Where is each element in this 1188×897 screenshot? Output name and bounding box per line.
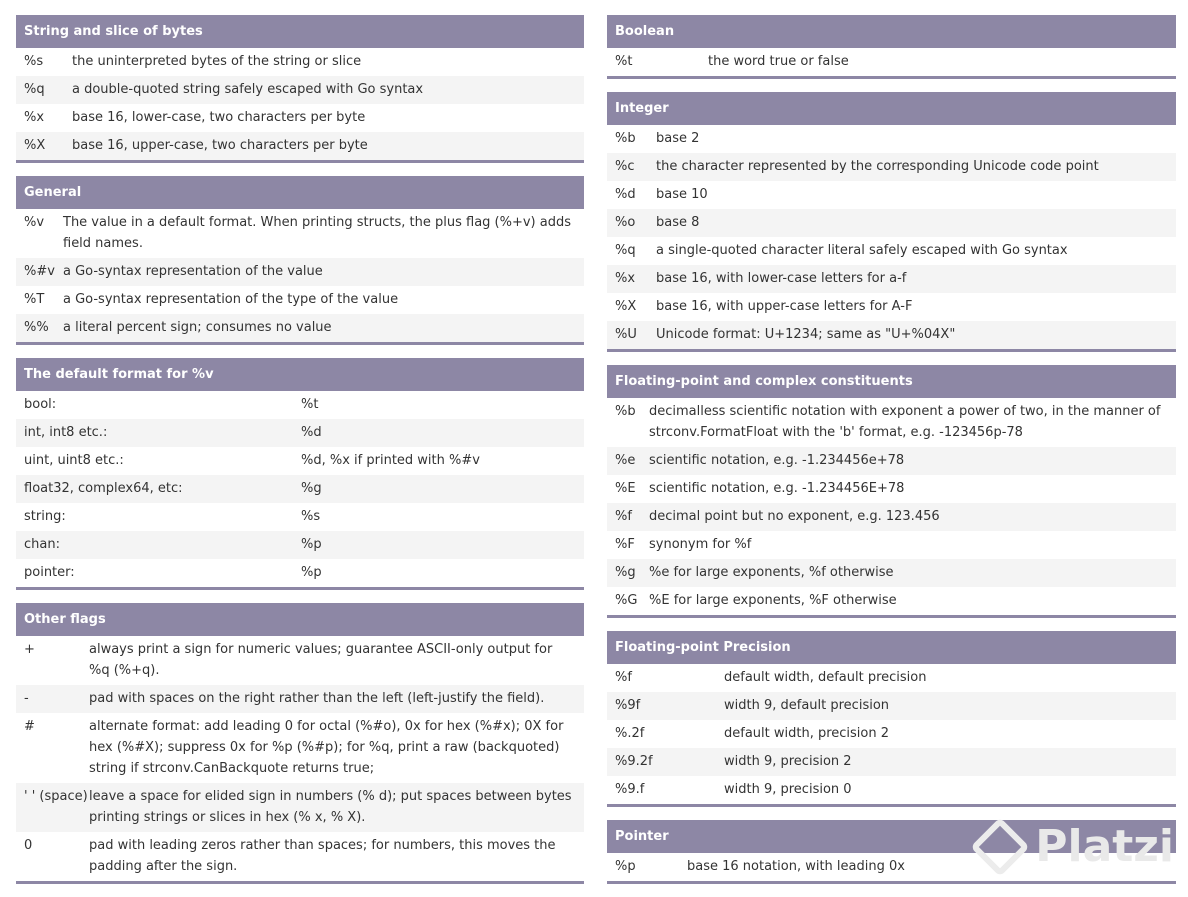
table-row xyxy=(607,181,1176,209)
verb-key: chan: xyxy=(24,537,60,552)
section-header: Pointer xyxy=(607,820,1176,853)
watermark-text: Platzi xyxy=(1035,821,1174,872)
verb-description: leave a space for elided sign in numbers (% d); put spaces between bytes printing strings or slices in hex (% x, % X). xyxy=(89,789,572,825)
table-row xyxy=(607,692,1176,720)
section-rows xyxy=(607,853,1176,881)
verb-key: %f xyxy=(615,509,632,524)
verb-key: %% xyxy=(24,320,49,335)
verb-description: default width, precision 2 xyxy=(724,726,890,741)
table-row xyxy=(16,559,584,587)
verb-description: pad with spaces on the right rather than the left (left-justify the field). xyxy=(89,691,545,706)
verb-key: string: xyxy=(24,509,66,524)
table-row xyxy=(16,391,584,419)
verb-description: width 9, precision 2 xyxy=(724,754,852,769)
section-other-flags xyxy=(16,603,584,884)
table-row xyxy=(607,503,1176,531)
section-boolean xyxy=(607,15,1176,79)
verb-description: scientific notation, e.g. -1.234456e+78 xyxy=(649,453,905,468)
section-rows xyxy=(16,48,584,160)
section-rows xyxy=(16,391,584,587)
table-row xyxy=(607,265,1176,293)
table-row xyxy=(16,713,584,783)
verb-key: %U xyxy=(615,327,637,342)
verb-key: %o xyxy=(615,215,636,230)
table-row xyxy=(16,783,584,832)
verb-description: %d xyxy=(301,425,322,440)
section-floating-point-and-complex-constituents xyxy=(607,365,1176,618)
verb-key: float32, complex64, etc: xyxy=(24,481,183,496)
section-header: Floating-point and complex constituents xyxy=(607,365,1176,398)
verb-description: %t xyxy=(301,397,319,412)
verb-description: a single-quoted character literal safely escaped with Go syntax xyxy=(656,243,1068,258)
section-string-and-slice-of-bytes xyxy=(16,15,584,163)
table-row xyxy=(607,153,1176,181)
verb-key: %t xyxy=(615,54,633,69)
table-row xyxy=(16,286,584,314)
table-row xyxy=(607,853,1176,881)
verb-description: base 8 xyxy=(656,215,700,230)
verb-description: a Go-syntax representation of the type of the value xyxy=(63,292,399,307)
section-rows xyxy=(607,398,1176,615)
section-rows xyxy=(16,636,584,881)
verb-key: %#v xyxy=(24,264,55,279)
verb-key: %x xyxy=(24,110,45,125)
table-row xyxy=(607,447,1176,475)
table-row xyxy=(607,321,1176,349)
section-header: General xyxy=(16,176,584,209)
section-floating-point-precision xyxy=(607,631,1176,807)
verb-key: ' ' (space) xyxy=(24,789,88,804)
verb-key: %T xyxy=(24,292,45,307)
verb-key: %G xyxy=(615,593,638,608)
verb-key: %e xyxy=(615,453,636,468)
table-row xyxy=(607,475,1176,503)
verb-key: %x xyxy=(615,271,636,286)
verb-description: decimalless scientific notation with exponent a power of two, in the manner of strconv.FormatFloat with the 'b' format, e.g. -123456p-78 xyxy=(649,404,1161,440)
section-header: Integer xyxy=(607,92,1176,125)
verb-key: %E xyxy=(615,481,636,496)
section-header: Floating-point Precision xyxy=(607,631,1176,664)
table-row xyxy=(607,748,1176,776)
table-row xyxy=(607,531,1176,559)
verb-key: %p xyxy=(615,859,636,874)
right-column xyxy=(607,15,1176,897)
table-row xyxy=(607,720,1176,748)
table-row xyxy=(607,776,1176,804)
section-pointer xyxy=(607,820,1176,884)
section-header: The default format for %v xyxy=(16,358,584,391)
verb-key: # xyxy=(24,719,35,734)
verb-description: a Go-syntax representation of the value xyxy=(63,264,323,279)
verb-key: + xyxy=(24,642,35,657)
verb-key: %X xyxy=(24,138,46,153)
verb-key: %.2f xyxy=(615,726,645,741)
section-rows xyxy=(607,664,1176,804)
verb-description: %s xyxy=(301,509,321,524)
section-general xyxy=(16,176,584,345)
verb-key: %b xyxy=(615,131,636,146)
verb-key: 0 xyxy=(24,838,33,853)
verb-key: pointer: xyxy=(24,565,75,580)
verb-key: bool: xyxy=(24,397,57,412)
verb-key: %q xyxy=(615,243,636,258)
verb-key: %v xyxy=(24,215,45,230)
table-row xyxy=(607,48,1176,76)
table-row xyxy=(16,475,584,503)
left-column xyxy=(16,15,584,897)
table-row xyxy=(16,48,584,76)
table-row xyxy=(16,832,584,881)
verb-description: the character represented by the corresponding Unicode code point xyxy=(656,159,1099,174)
verb-description: scientific notation, e.g. -1.234456E+78 xyxy=(649,481,905,496)
verb-description: width 9, precision 0 xyxy=(724,782,852,797)
verb-key: uint, uint8 etc.: xyxy=(24,453,124,468)
verb-description: %E for large exponents, %F otherwise xyxy=(649,593,897,608)
table-row xyxy=(607,587,1176,615)
verb-key: %X xyxy=(615,299,637,314)
table-row xyxy=(607,125,1176,153)
table-row xyxy=(607,237,1176,265)
verb-description: alternate format: add leading 0 for octal (%#o), 0x for hex (%#x); 0X for hex (%#X); suppress 0x for %p (%#p); for %q, print a raw (backquoted) string if strconv.CanBackquote returns true; xyxy=(89,719,564,776)
verb-description: synonym for %f xyxy=(649,537,752,552)
verb-key: %b xyxy=(615,404,636,419)
verb-description: %e for large exponents, %f otherwise xyxy=(649,565,894,580)
table-row xyxy=(16,531,584,559)
verb-key: %c xyxy=(615,159,635,174)
verb-description: a literal percent sign; consumes no value xyxy=(63,320,332,335)
verb-description: The value in a default format. When printing structs, the plus flag (%+v) adds field names. xyxy=(63,215,571,251)
section-rows xyxy=(607,125,1176,349)
table-row xyxy=(16,314,584,342)
verb-description: base 16, with upper-case letters for A-F xyxy=(656,299,913,314)
table-row xyxy=(607,398,1176,447)
verb-description: Unicode format: U+1234; same as "U+%04X" xyxy=(656,327,956,342)
table-row xyxy=(16,258,584,286)
verb-key: %q xyxy=(24,82,45,97)
verb-description: base 16, lower-case, two characters per byte xyxy=(72,110,366,125)
section-rows xyxy=(16,209,584,342)
verb-key: %9f xyxy=(615,698,641,713)
verb-key: %d xyxy=(615,187,636,202)
verb-key: %f xyxy=(615,670,632,685)
verb-description: always print a sign for numeric values; guarantee ASCII-only output for %q (%+q). xyxy=(89,642,553,678)
verb-description: %p xyxy=(301,565,322,580)
verb-key: - xyxy=(24,691,29,706)
section-the-default-format-for-pct-v xyxy=(16,358,584,590)
verb-description: width 9, default precision xyxy=(724,698,890,713)
verb-description: the word true or false xyxy=(708,54,849,69)
verb-key: %s xyxy=(24,54,44,69)
section-integer xyxy=(607,92,1176,352)
verb-key: %9.2f xyxy=(615,754,653,769)
verb-description: base 16, with lower-case letters for a-f xyxy=(656,271,907,286)
section-header: Boolean xyxy=(607,15,1176,48)
verb-description: the uninterpreted bytes of the string or slice xyxy=(72,54,362,69)
verb-key: %g xyxy=(615,565,636,580)
verb-description: a double-quoted string safely escaped with Go syntax xyxy=(72,82,424,97)
section-rows xyxy=(607,48,1176,76)
verb-description: base 16, upper-case, two characters per byte xyxy=(72,138,368,153)
verb-description: base 16 notation, with leading 0x xyxy=(687,859,905,874)
verb-description: base 10 xyxy=(656,187,708,202)
verb-description: %d, %x if printed with %#v xyxy=(301,453,480,468)
table-row xyxy=(607,293,1176,321)
verb-key: int, int8 etc.: xyxy=(24,425,108,440)
table-row xyxy=(16,132,584,160)
section-header: String and slice of bytes xyxy=(16,15,584,48)
table-row xyxy=(607,209,1176,237)
table-row xyxy=(16,419,584,447)
table-row xyxy=(607,664,1176,692)
verb-description: %p xyxy=(301,537,322,552)
verb-description: %g xyxy=(301,481,322,496)
table-row xyxy=(16,503,584,531)
section-header: Other flags xyxy=(16,603,584,636)
verb-description: default width, default precision xyxy=(724,670,927,685)
table-row xyxy=(16,76,584,104)
verb-description: pad with leading zeros rather than spaces; for numbers, this moves the padding after the sign. xyxy=(89,838,556,874)
verb-description: decimal point but no exponent, e.g. 123.456 xyxy=(649,509,940,524)
verb-description: base 2 xyxy=(656,131,700,146)
verb-key: %9.f xyxy=(615,782,645,797)
table-row xyxy=(16,104,584,132)
table-row xyxy=(16,685,584,713)
verb-key: %F xyxy=(615,537,635,552)
table-row xyxy=(607,559,1176,587)
table-row xyxy=(16,447,584,475)
table-row xyxy=(16,209,584,258)
table-row xyxy=(16,636,584,685)
